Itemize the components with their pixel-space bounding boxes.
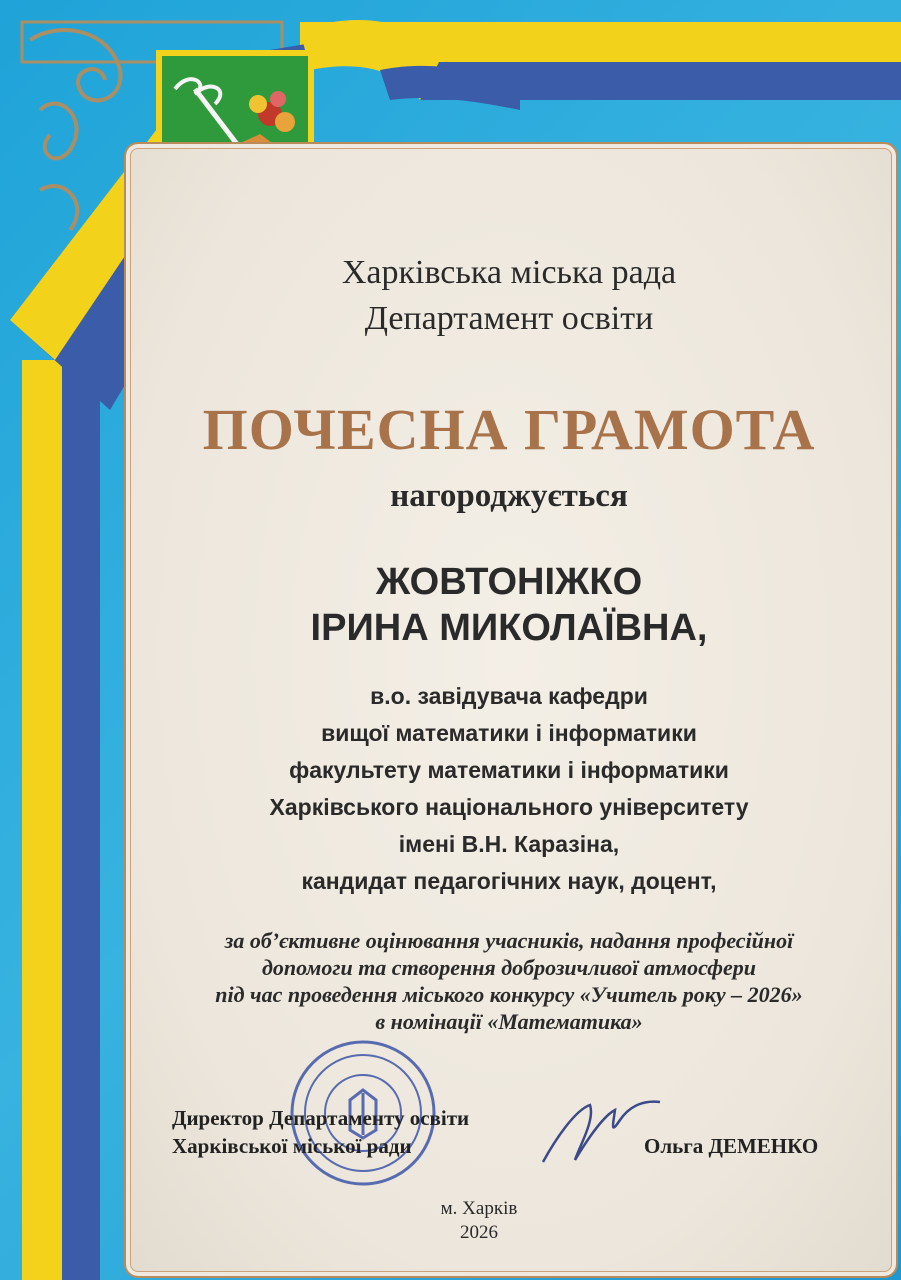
city-council-heading: Харківська міська рада (341, 254, 677, 291)
recipient-given-names: ІРИНА МИКОЛАЇВНА, (310, 607, 708, 649)
signatory-name: Ольга ДЕМЕНКО (644, 1134, 819, 1158)
position-line: імені В.Н. Каразіна, (398, 831, 620, 857)
issue-year: 2026 (460, 1222, 498, 1243)
recipient-surname: ЖОВТОНІЖКО (375, 561, 643, 603)
position-line: вищої математики і інформатики (321, 720, 697, 746)
reason-line: під час проведення міського конкурсу «Учитель року – 2026» (215, 982, 803, 1007)
reason-line: в номінації «Математика» (375, 1009, 643, 1034)
position-line: Харківського національного університету (269, 794, 749, 820)
awarded-text: нагороджується (390, 478, 628, 514)
reason-line: допомоги та створення доброзичливої атмосфери (261, 955, 757, 980)
signatory-organization: Харківської міської ради (172, 1134, 412, 1158)
position-line: факультету математики і інформатики (289, 757, 729, 783)
reason-line: за об’єктивне оцінювання учасників, надання професійної (224, 928, 794, 953)
position-line: кандидат педагогічних наук, доцент, (301, 868, 717, 894)
award-title: ПОЧЕСНА ГРАМОТА (202, 397, 816, 462)
department-heading: Департамент освіти (364, 300, 654, 337)
signatory-title: Директор Департаменту освіти (172, 1106, 470, 1130)
position-line: в.о. завідувача кафедри (370, 683, 648, 709)
issue-city: м. Харків (440, 1198, 518, 1219)
